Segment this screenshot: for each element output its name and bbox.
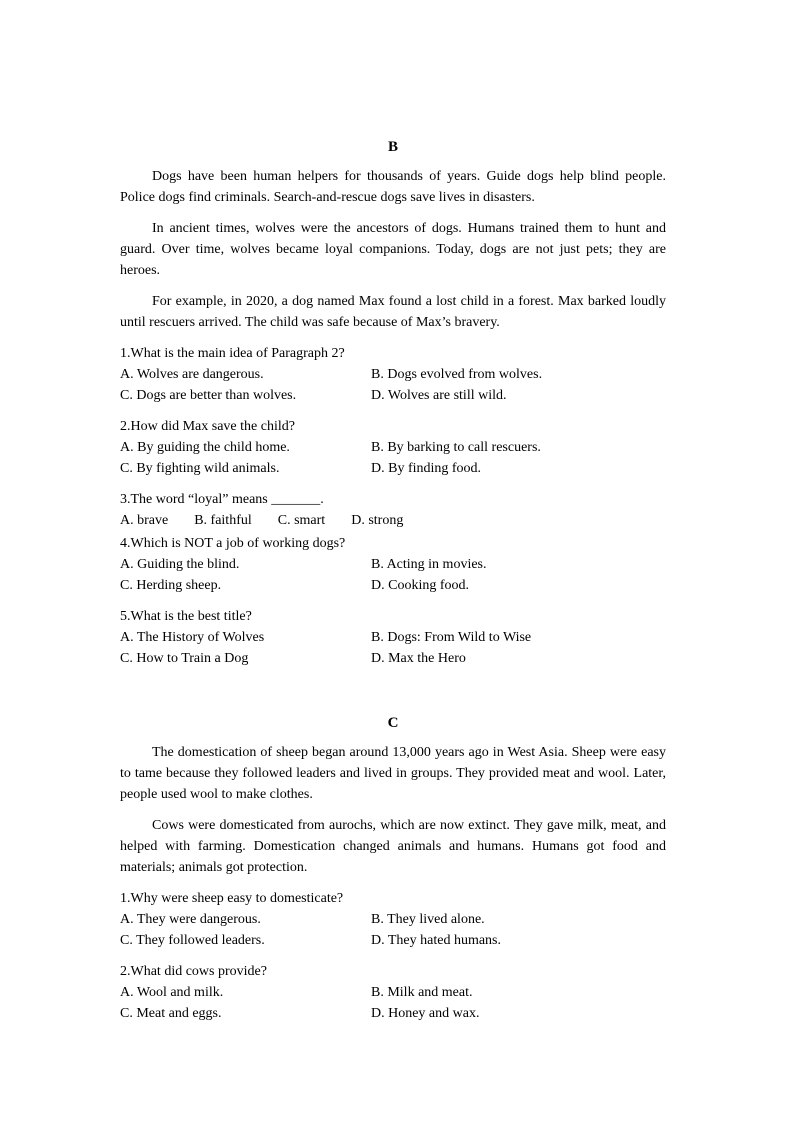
option-c: C. smart	[277, 513, 326, 528]
option-d: D. Wolves are still wild.	[371, 388, 507, 403]
question-stem: 2.What did cows provide?	[120, 964, 267, 979]
section-b-title: B	[387, 139, 398, 155]
worksheet-page	[120, 137, 666, 1034]
section-b-paragraph-2: In ancient times, wolves were the ancestors of dogs. Humans trained them to hunt and guard. Over time, wolves became loyal companions. Today, dogs are not just pets; they are heroes.	[120, 221, 666, 278]
question-stem: 1.What is the main idea of Paragraph 2?	[120, 346, 345, 361]
section-b-question-1	[120, 343, 666, 406]
option-c: C. Herding sheep.	[120, 578, 222, 593]
option-b: B. They lived alone.	[371, 912, 485, 927]
option-c: C. Dogs are better than wolves.	[120, 388, 297, 403]
option-c: C. By fighting wild animals.	[120, 461, 280, 476]
question-stem: 5.What is the best title?	[120, 609, 252, 624]
section-b-paragraph-1: Dogs have been human helpers for thousands of years. Guide dogs help blind people. Police dogs find criminals. Search-and-rescue dogs save lives in disasters.	[120, 169, 666, 205]
section-b-question-4	[120, 533, 666, 596]
option-a: A. Wool and milk.	[120, 985, 224, 1000]
option-a: A. By guiding the child home.	[120, 440, 290, 455]
option-d: D. strong	[351, 513, 404, 528]
option-a: A. The History of Wolves	[120, 630, 265, 645]
option-a: A. Wolves are dangerous.	[120, 367, 264, 382]
section-c-question-1	[120, 888, 666, 951]
section-spacer	[120, 679, 666, 713]
section-c-question-2	[120, 961, 666, 1024]
question-stem: 2.How did Max save the child?	[120, 419, 295, 434]
option-d: D. Max the Hero	[371, 651, 466, 666]
question-stem: 4.Which is NOT a job of working dogs?	[120, 536, 346, 551]
section-b-question-2	[120, 416, 666, 479]
option-b: B. Dogs evolved from wolves.	[371, 367, 543, 382]
option-a: A. Guiding the blind.	[120, 557, 240, 572]
option-c: C. Meat and eggs.	[120, 1006, 222, 1021]
option-c: C. They followed leaders.	[120, 933, 265, 948]
option-d: D. They hated humans.	[371, 933, 501, 948]
section-b-paragraph-3: For example, in 2020, a dog named Max found a lost child in a forest. Max barked loudly until rescuers arrived. The child was safe because of Max’s bravery.	[120, 294, 666, 330]
option-d: D. Honey and wax.	[371, 1006, 480, 1021]
option-b: B. Milk and meat.	[371, 985, 473, 1000]
section-c-paragraph-1: The domestication of sheep began around 13,000 years ago in West Asia. Sheep were easy to tame because they followed leaders and lived in groups. They provided meat and wool. Later, people used wool to make clothes.	[120, 745, 666, 802]
option-a: A. brave	[120, 513, 169, 528]
option-d: D. By finding food.	[371, 461, 482, 476]
option-b: B. Acting in movies.	[371, 557, 487, 572]
section-c-paragraph-2: Cows were domesticated from aurochs, which are now extinct. They gave milk, meat, and helped with farming. Domestication changed animals and humans. Humans got food and materials; animals got protection.	[120, 818, 666, 875]
option-d: D. Cooking food.	[371, 578, 469, 593]
section-b-question-3	[120, 489, 666, 531]
option-a: A. They were dangerous.	[120, 912, 261, 927]
section-c-title: C	[387, 715, 399, 731]
question-stem: 1.Why were sheep easy to domesticate?	[120, 891, 344, 906]
section-b-question-5	[120, 606, 666, 669]
option-b: B. By barking to call rescuers.	[371, 440, 541, 455]
option-b: B. faithful	[194, 513, 252, 528]
option-b: B. Dogs: From Wild to Wise	[371, 630, 532, 645]
option-c: C. How to Train a Dog	[120, 651, 249, 666]
question-stem: 3.The word “loyal” means _______.	[120, 492, 324, 507]
